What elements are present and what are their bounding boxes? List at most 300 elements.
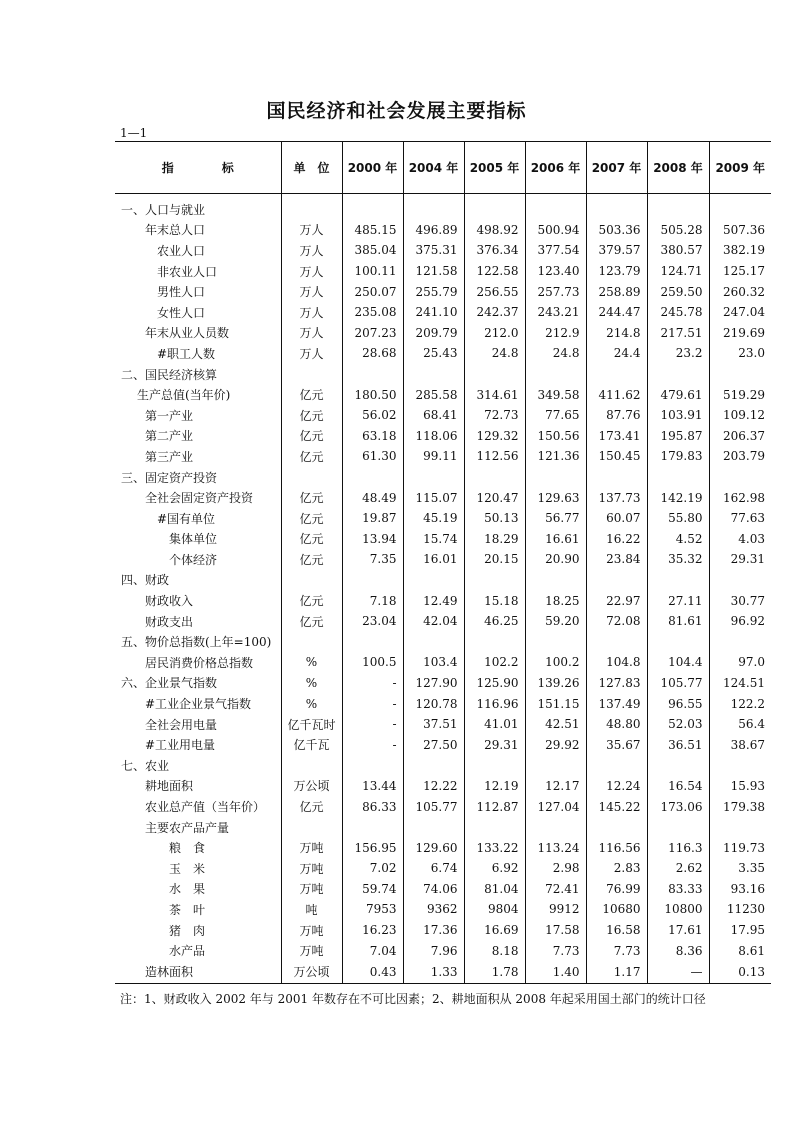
table-row (115, 858, 771, 879)
value-cell: - (342, 714, 403, 735)
unit-cell: 亿元 (281, 487, 342, 508)
value-cell: 17.58 (525, 920, 586, 941)
value-cell: 20.15 (464, 549, 525, 570)
value-cell (586, 570, 647, 591)
value-cell (647, 194, 709, 220)
value-cell: 12.19 (464, 776, 525, 797)
value-cell: 81.04 (464, 879, 525, 900)
value-cell (464, 817, 525, 838)
unit-cell (281, 631, 342, 652)
header-unit: 单 位 (281, 142, 342, 194)
value-cell: 15.18 (464, 590, 525, 611)
indicator-name: 第一产业 (145, 408, 194, 423)
value-cell: 503.36 (586, 220, 647, 241)
indicator-name: 居民消费价格总指数 (145, 655, 254, 670)
table-row (115, 549, 771, 570)
value-cell: 72.73 (464, 405, 525, 426)
value-cell: 179.83 (647, 446, 709, 467)
value-cell: 120.78 (403, 693, 464, 714)
value-cell: 121.36 (525, 446, 586, 467)
indicator-name: #工业企业景气指数 (145, 697, 252, 712)
value-cell: 120.47 (464, 487, 525, 508)
value-cell: 16.22 (586, 529, 647, 550)
value-cell (586, 755, 647, 776)
indicator-name: 猪 肉 (169, 923, 206, 938)
value-cell (403, 364, 464, 385)
value-cell (647, 817, 709, 838)
table-row (115, 899, 771, 920)
value-cell: 13.94 (342, 529, 403, 550)
indicator-name: 第二产业 (145, 429, 194, 444)
value-cell: 116.3 (647, 837, 709, 858)
value-cell: 133.22 (464, 837, 525, 858)
value-cell: 2.62 (647, 858, 709, 879)
value-cell: 122.58 (464, 261, 525, 282)
value-cell (525, 755, 586, 776)
value-cell: 29.31 (709, 549, 771, 570)
value-cell: 35.32 (647, 549, 709, 570)
value-cell: 139.26 (525, 673, 586, 694)
value-cell: 285.58 (403, 384, 464, 405)
indicator-name: 集体单位 (169, 532, 218, 547)
unit-cell: 亿元 (281, 529, 342, 550)
value-cell: 28.68 (342, 343, 403, 364)
value-cell: 7.73 (525, 940, 586, 961)
unit-cell: 万吨 (281, 837, 342, 858)
indicator-name: 一、人口与就业 (121, 202, 206, 217)
value-cell (342, 467, 403, 488)
value-cell: 10800 (647, 899, 709, 920)
value-cell: 411.62 (586, 384, 647, 405)
value-cell: 63.18 (342, 426, 403, 447)
indicators-table (115, 141, 771, 984)
value-cell: 15.74 (403, 529, 464, 550)
value-cell: 72.08 (586, 611, 647, 632)
value-cell (709, 364, 771, 385)
header-year-2000: 2000 年 (342, 142, 403, 194)
table-row (115, 776, 771, 797)
unit-cell: 亿元 (281, 590, 342, 611)
value-cell (403, 817, 464, 838)
value-cell: 103.91 (647, 405, 709, 426)
table-body (115, 194, 771, 984)
indicator-name: 年末总人口 (145, 223, 206, 238)
value-cell: 56.77 (525, 508, 586, 529)
value-cell: 27.50 (403, 734, 464, 755)
value-cell (525, 364, 586, 385)
table-row (115, 940, 771, 961)
value-cell: 11230 (709, 899, 771, 920)
table-row (115, 446, 771, 467)
indicator-name: #国有单位 (157, 511, 216, 526)
value-cell (647, 570, 709, 591)
table-row (115, 920, 771, 941)
indicator-name: 茶 叶 (169, 902, 206, 917)
table-row (115, 673, 771, 694)
value-cell (525, 631, 586, 652)
table-row (115, 570, 771, 591)
value-cell (342, 364, 403, 385)
value-cell: 129.63 (525, 487, 586, 508)
value-cell: 385.04 (342, 240, 403, 261)
value-cell: 9912 (525, 899, 586, 920)
value-cell (586, 817, 647, 838)
value-cell: 7.35 (342, 549, 403, 570)
value-cell: 8.36 (647, 940, 709, 961)
value-cell: 257.73 (525, 281, 586, 302)
table-row (115, 508, 771, 529)
value-cell: 241.10 (403, 302, 464, 323)
value-cell: 46.25 (464, 611, 525, 632)
value-cell (525, 194, 586, 220)
value-cell: 42.04 (403, 611, 464, 632)
unit-cell: 万人 (281, 323, 342, 344)
page-title: 国民经济和社会发展主要指标 (266, 100, 527, 122)
value-cell: 212.0 (464, 323, 525, 344)
value-cell: 180.50 (342, 384, 403, 405)
value-cell: 496.89 (403, 220, 464, 241)
value-cell: 500.94 (525, 220, 586, 241)
header-year-2008: 2008 年 (647, 142, 709, 194)
value-cell: 16.69 (464, 920, 525, 941)
value-cell: 48.80 (586, 714, 647, 735)
value-cell: 20.90 (525, 549, 586, 570)
value-cell: 124.71 (647, 261, 709, 282)
value-cell: 30.77 (709, 590, 771, 611)
value-cell: 24.8 (525, 343, 586, 364)
table-row (115, 611, 771, 632)
indicator-name: 非农业人口 (157, 264, 218, 279)
value-cell (464, 755, 525, 776)
table-row (115, 879, 771, 900)
unit-cell: 万人 (281, 240, 342, 261)
value-cell (342, 817, 403, 838)
value-cell: 8.18 (464, 940, 525, 961)
value-cell: 9362 (403, 899, 464, 920)
value-cell: 209.79 (403, 323, 464, 344)
value-cell: 127.90 (403, 673, 464, 694)
table-row (115, 405, 771, 426)
unit-cell: 万吨 (281, 940, 342, 961)
value-cell (647, 631, 709, 652)
header-year-2005: 2005 年 (464, 142, 525, 194)
indicator-name: 玉 米 (169, 861, 206, 876)
unit-cell: 亿元 (281, 549, 342, 570)
unit-cell: 亿千瓦 (281, 734, 342, 755)
table-row (115, 323, 771, 344)
value-cell: 2.98 (525, 858, 586, 879)
value-cell: 1.33 (403, 961, 464, 984)
value-cell: 379.57 (586, 240, 647, 261)
value-cell: 121.58 (403, 261, 464, 282)
value-cell: 104.8 (586, 652, 647, 673)
value-cell (525, 467, 586, 488)
indicator-name: 水 果 (169, 882, 206, 897)
value-cell: 6.92 (464, 858, 525, 879)
value-cell: 81.61 (647, 611, 709, 632)
value-cell: 0.13 (709, 961, 771, 984)
value-cell: 258.89 (586, 281, 647, 302)
indicator-name: 耕地面积 (145, 779, 194, 794)
value-cell: 259.50 (647, 281, 709, 302)
value-cell (403, 570, 464, 591)
value-cell: 505.28 (647, 220, 709, 241)
value-cell: 100.2 (525, 652, 586, 673)
table-row (115, 467, 771, 488)
value-cell: 173.41 (586, 426, 647, 447)
value-cell: 86.33 (342, 796, 403, 817)
value-cell: 17.61 (647, 920, 709, 941)
value-cell (709, 817, 771, 838)
value-cell (464, 364, 525, 385)
value-cell: 137.73 (586, 487, 647, 508)
value-cell: 55.80 (647, 508, 709, 529)
value-cell: 156.95 (342, 837, 403, 858)
value-cell: 203.79 (709, 446, 771, 467)
value-cell: 195.87 (647, 426, 709, 447)
value-cell (586, 364, 647, 385)
value-cell: 10680 (586, 899, 647, 920)
value-cell: 116.56 (586, 837, 647, 858)
value-cell: 4.03 (709, 529, 771, 550)
value-cell: 103.4 (403, 652, 464, 673)
unit-cell: 万吨 (281, 879, 342, 900)
value-cell: 22.97 (586, 590, 647, 611)
unit-cell: 万吨 (281, 920, 342, 941)
value-cell: 23.84 (586, 549, 647, 570)
indicator-name: 农业人口 (157, 243, 206, 258)
table-row (115, 590, 771, 611)
indicator-name: 七、农业 (121, 758, 170, 773)
value-cell: 56.02 (342, 405, 403, 426)
unit-cell (281, 194, 342, 220)
value-cell (709, 194, 771, 220)
value-cell: 99.11 (403, 446, 464, 467)
value-cell: 12.22 (403, 776, 464, 797)
value-cell: 104.4 (647, 652, 709, 673)
indicator-name: 二、国民经济核算 (121, 367, 218, 382)
value-cell: 125.90 (464, 673, 525, 694)
value-cell: 2.83 (586, 858, 647, 879)
value-cell: 105.77 (647, 673, 709, 694)
value-cell: 27.11 (647, 590, 709, 611)
value-cell: 9804 (464, 899, 525, 920)
value-cell (647, 467, 709, 488)
unit-cell: 亿元 (281, 611, 342, 632)
value-cell: 4.52 (647, 529, 709, 550)
value-cell: 7.73 (586, 940, 647, 961)
value-cell: 23.0 (709, 343, 771, 364)
value-cell: 100.11 (342, 261, 403, 282)
value-cell: 24.4 (586, 343, 647, 364)
indicator-name: 个体经济 (169, 552, 218, 567)
value-cell (525, 570, 586, 591)
value-cell: 35.67 (586, 734, 647, 755)
unit-cell: 万人 (281, 261, 342, 282)
value-cell: 42.51 (525, 714, 586, 735)
footnote: 注：1、财政收入 2002 年与 2001 年数存在不可比因素；2、耕地面积从 2008 年起采用国土部门的统计口径 (120, 992, 706, 1006)
value-cell (464, 467, 525, 488)
value-cell: 376.34 (464, 240, 525, 261)
value-cell (342, 631, 403, 652)
value-cell (403, 755, 464, 776)
unit-cell: 万人 (281, 281, 342, 302)
value-cell: 260.32 (709, 281, 771, 302)
value-cell: 112.87 (464, 796, 525, 817)
table-row (115, 796, 771, 817)
value-cell: 59.74 (342, 879, 403, 900)
value-cell (709, 467, 771, 488)
value-cell: 0.43 (342, 961, 403, 984)
value-cell: 173.06 (647, 796, 709, 817)
indicator-name: 五、物价总指数(上年=100) (121, 635, 272, 650)
value-cell: 52.03 (647, 714, 709, 735)
value-cell: — (647, 961, 709, 984)
value-cell (403, 631, 464, 652)
value-cell: - (342, 734, 403, 755)
value-cell: 118.06 (403, 426, 464, 447)
value-cell: 256.55 (464, 281, 525, 302)
value-cell: 23.2 (647, 343, 709, 364)
indicator-name: #工业用电量 (145, 738, 216, 753)
value-cell: 247.04 (709, 302, 771, 323)
value-cell: 150.56 (525, 426, 586, 447)
value-cell (709, 631, 771, 652)
unit-cell: 亿元 (281, 796, 342, 817)
value-cell: 17.36 (403, 920, 464, 941)
indicator-name: 全社会用电量 (145, 717, 218, 732)
indicator-name: 年末从业人员数 (145, 326, 230, 341)
table-row (115, 343, 771, 364)
value-cell (586, 194, 647, 220)
value-cell: 77.63 (709, 508, 771, 529)
unit-cell: 亿元 (281, 384, 342, 405)
value-cell: 29.31 (464, 734, 525, 755)
value-cell: 37.51 (403, 714, 464, 735)
value-cell: 1.40 (525, 961, 586, 984)
value-cell: 38.67 (709, 734, 771, 755)
value-cell (342, 570, 403, 591)
value-cell: 102.2 (464, 652, 525, 673)
value-cell: 119.73 (709, 837, 771, 858)
value-cell: 100.5 (342, 652, 403, 673)
value-cell: 12.24 (586, 776, 647, 797)
indicator-name: #职工人数 (157, 346, 216, 361)
value-cell: 145.22 (586, 796, 647, 817)
value-cell: - (342, 693, 403, 714)
indicator-name: 女性人口 (157, 305, 206, 320)
value-cell: 113.24 (525, 837, 586, 858)
indicator-name: 水产品 (169, 944, 206, 959)
value-cell (586, 467, 647, 488)
value-cell: 16.58 (586, 920, 647, 941)
table-header-row (115, 142, 771, 194)
indicator-name: 生产总值(当年价) (137, 388, 231, 403)
table-row (115, 281, 771, 302)
value-cell: 1.17 (586, 961, 647, 984)
unit-cell (281, 364, 342, 385)
indicator-name: 全社会固定资产投资 (145, 491, 254, 506)
value-cell: 7.18 (342, 590, 403, 611)
value-cell: 377.54 (525, 240, 586, 261)
value-cell (464, 194, 525, 220)
unit-cell: % (281, 673, 342, 694)
header-year-2004: 2004 年 (403, 142, 464, 194)
indicator-name: 粮 食 (169, 841, 206, 856)
table-row (115, 426, 771, 447)
value-cell: 97.0 (709, 652, 771, 673)
value-cell: 45.19 (403, 508, 464, 529)
value-cell: 18.25 (525, 590, 586, 611)
value-cell: 116.96 (464, 693, 525, 714)
value-cell: 115.07 (403, 487, 464, 508)
value-cell: 7.04 (342, 940, 403, 961)
value-cell (464, 631, 525, 652)
value-cell: 41.01 (464, 714, 525, 735)
indicator-name: 第三产业 (145, 449, 194, 464)
table-row (115, 631, 771, 652)
unit-cell: % (281, 652, 342, 673)
value-cell: 72.41 (525, 879, 586, 900)
unit-cell: 万公顷 (281, 776, 342, 797)
value-cell: 50.13 (464, 508, 525, 529)
value-cell (586, 631, 647, 652)
unit-cell: 万人 (281, 343, 342, 364)
value-cell: 16.54 (647, 776, 709, 797)
value-cell: 112.56 (464, 446, 525, 467)
value-cell: 127.04 (525, 796, 586, 817)
table-row (115, 220, 771, 241)
value-cell: 507.36 (709, 220, 771, 241)
value-cell (464, 570, 525, 591)
value-cell: 96.92 (709, 611, 771, 632)
value-cell: 129.32 (464, 426, 525, 447)
table-row (115, 364, 771, 385)
value-cell: 212.9 (525, 323, 586, 344)
value-cell: 137.49 (586, 693, 647, 714)
value-cell: 96.55 (647, 693, 709, 714)
unit-cell: 亿元 (281, 405, 342, 426)
value-cell: 36.51 (647, 734, 709, 755)
value-cell: 243.21 (525, 302, 586, 323)
value-cell: 314.61 (464, 384, 525, 405)
table-row (115, 755, 771, 776)
indicator-name: 四、财政 (121, 573, 170, 588)
indicator-name: 造林面积 (115, 961, 281, 984)
table-row (115, 693, 771, 714)
value-cell: 93.16 (709, 879, 771, 900)
value-cell: 16.23 (342, 920, 403, 941)
value-cell (525, 817, 586, 838)
indicator-name: 主要农产品产量 (145, 820, 230, 835)
unit-cell (281, 755, 342, 776)
value-cell (647, 364, 709, 385)
table-row (115, 734, 771, 755)
value-cell: 127.83 (586, 673, 647, 694)
value-cell (647, 755, 709, 776)
value-cell: 8.61 (709, 940, 771, 961)
indicator-name: 男性人口 (157, 285, 206, 300)
value-cell: 87.76 (586, 405, 647, 426)
value-cell: 12.49 (403, 590, 464, 611)
unit-cell: 亿千瓦时 (281, 714, 342, 735)
value-cell: 214.8 (586, 323, 647, 344)
value-cell: 207.23 (342, 323, 403, 344)
value-cell: 29.92 (525, 734, 586, 755)
value-cell (342, 194, 403, 220)
value-cell: 519.29 (709, 384, 771, 405)
table-row (115, 261, 771, 282)
